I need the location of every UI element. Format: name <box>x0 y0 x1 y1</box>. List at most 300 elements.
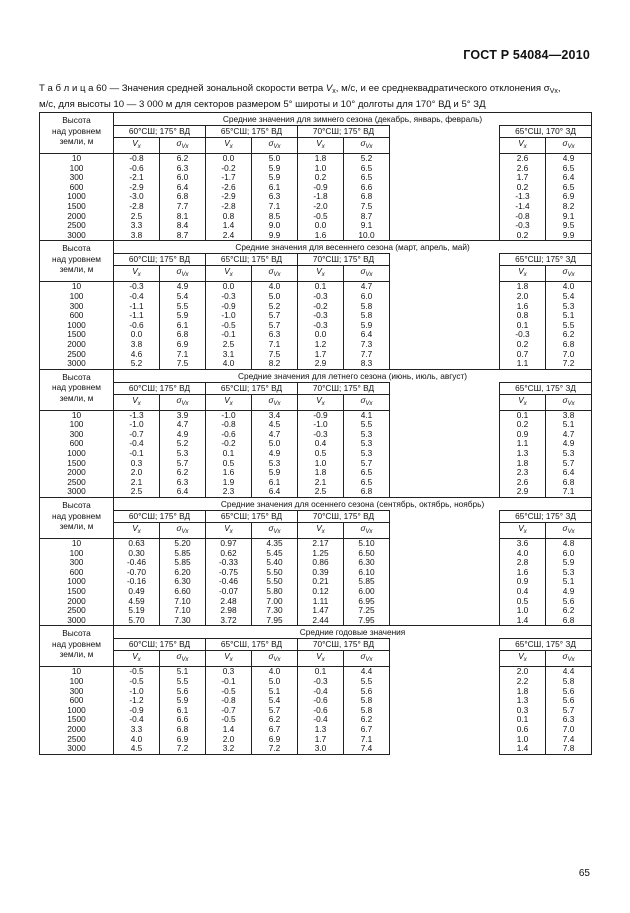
speed-cell: 2.2 <box>500 677 546 687</box>
symbol-v <box>500 523 546 539</box>
speed-cell: 0.1 <box>206 449 252 459</box>
deviation-cell: 5.6 <box>546 696 592 706</box>
speed-cell: 5.70 <box>114 616 160 626</box>
speed-cell: -0.16 <box>114 577 160 587</box>
deviation-cell: 4.9 <box>546 154 592 164</box>
deviation-cell: 7.7 <box>160 202 206 212</box>
speed-cell: 0.1 <box>500 715 546 725</box>
deviation-cell: 8.7 <box>344 212 390 222</box>
deviation-cell: 4.9 <box>546 439 592 449</box>
height-cell: 100 <box>40 292 114 302</box>
speed-cell: 0.0 <box>298 221 344 231</box>
table-row <box>40 558 592 568</box>
deviation-cell: 7.1 <box>252 340 298 350</box>
height-cell: 1500 <box>40 715 114 725</box>
group-header: 60°СШ; 175° ВД <box>114 382 206 394</box>
symbol-v <box>298 138 344 154</box>
deviation-cell: 8.2 <box>252 359 298 369</box>
deviation-cell: 6.5 <box>546 164 592 174</box>
deviation-cell: 5.0 <box>252 439 298 449</box>
deviation-cell: 5.7 <box>160 459 206 469</box>
table-row <box>40 616 592 626</box>
deviation-cell: 5.3 <box>344 439 390 449</box>
deviation-cell: 6.9 <box>546 192 592 202</box>
deviation-cell: 8.7 <box>160 231 206 241</box>
deviation-cell: 3.4 <box>252 410 298 420</box>
speed-cell: 0.4 <box>298 439 344 449</box>
speed-cell: 0.0 <box>206 154 252 164</box>
speed-cell: -0.1 <box>206 677 252 687</box>
speed-cell: -0.1 <box>206 330 252 340</box>
speed-cell: 3.2 <box>206 744 252 754</box>
height-cell: 1000 <box>40 192 114 202</box>
deviation-cell: 5.3 <box>252 459 298 469</box>
speed-cell: -0.9 <box>114 706 160 716</box>
deviation-cell: 4.9 <box>160 282 206 292</box>
deviation-cell: 7.10 <box>160 597 206 607</box>
speed-cell: 3.8 <box>114 231 160 241</box>
wind-speed-table-wrap <box>39 112 591 755</box>
deviation-cell: 5.7 <box>252 706 298 716</box>
speed-cell: 1.3 <box>298 725 344 735</box>
table-row <box>40 302 592 312</box>
height-cell: 100 <box>40 549 114 559</box>
speed-cell: -0.4 <box>114 715 160 725</box>
speed-cell: 0.86 <box>298 558 344 568</box>
table-row <box>40 173 592 183</box>
deviation-cell: 6.9 <box>252 735 298 745</box>
speed-cell: 4.0 <box>114 735 160 745</box>
speed-cell: 1.7 <box>500 173 546 183</box>
height-header-line: Высота <box>62 115 91 125</box>
symbol-subscript: Vx <box>567 272 575 279</box>
symbol-subscript: Vx <box>181 529 189 536</box>
symbol-v <box>114 138 160 154</box>
deviation-cell: 6.4 <box>160 487 206 497</box>
table-row <box>40 549 592 559</box>
table-row <box>40 478 592 488</box>
speed-cell: 2.5 <box>114 487 160 497</box>
symbol-subscript: Vx <box>365 144 373 150</box>
table-row <box>40 606 592 616</box>
speed-cell: 2.5 <box>298 487 344 497</box>
symbol-sigma-letter: σ <box>562 266 568 277</box>
caption-vx-sub: x <box>332 88 336 95</box>
height-cell: 2000 <box>40 340 114 350</box>
deviation-cell: 4.4 <box>344 667 390 677</box>
deviation-cell: 6.3 <box>546 715 592 725</box>
deviation-cell: 6.3 <box>252 330 298 340</box>
symbol-v <box>500 266 546 282</box>
speed-cell: -0.5 <box>206 715 252 725</box>
deviation-cell: 7.0 <box>546 725 592 735</box>
section-title: Средние значения для осеннего сезона (сентябрь, октябрь, ноябрь) <box>114 498 592 511</box>
deviation-cell: 8.4 <box>160 221 206 231</box>
speed-cell: 4.0 <box>500 549 546 559</box>
caption-sigma: σ <box>543 83 550 94</box>
speed-cell: -2.0 <box>298 202 344 212</box>
deviation-cell: 6.5 <box>344 478 390 488</box>
group-header-row <box>40 254 592 266</box>
symbol-subscript: x <box>137 657 141 664</box>
table-row <box>40 183 592 193</box>
speed-cell: 1.2 <box>298 340 344 350</box>
speed-cell: 0.7 <box>500 350 546 360</box>
height-cell: 3000 <box>40 616 114 626</box>
deviation-cell: 3.8 <box>546 410 592 420</box>
group-header: 65°СШ; 175° ВД <box>206 254 298 266</box>
speed-cell: 2.3 <box>206 487 252 497</box>
height-cell: 600 <box>40 311 114 321</box>
deviation-cell: 7.30 <box>160 616 206 626</box>
deviation-cell: 5.4 <box>546 292 592 302</box>
group-header: 65°СШ; 175° ЗД <box>500 511 592 523</box>
height-cell: 10 <box>40 539 114 549</box>
section-title-row <box>40 113 592 126</box>
height-cell: 10 <box>40 282 114 292</box>
height-header-line: над уровнем <box>52 510 101 521</box>
symbol-v-letter: V <box>132 266 138 277</box>
gap-column <box>390 511 500 626</box>
group-header: 70°СШ; 175° ВД <box>298 382 390 394</box>
height-cell: 600 <box>40 439 114 449</box>
height-cell: 300 <box>40 558 114 568</box>
speed-cell: 1.0 <box>500 735 546 745</box>
speed-cell: 4.59 <box>114 597 160 607</box>
speed-cell: 2.6 <box>500 478 546 488</box>
speed-cell: 1.25 <box>298 549 344 559</box>
height-cell: 2500 <box>40 350 114 360</box>
table-row <box>40 597 592 607</box>
caption-vx: V <box>325 83 333 94</box>
speed-cell: 0.0 <box>298 330 344 340</box>
speed-cell: 0.21 <box>298 577 344 587</box>
deviation-cell: 5.1 <box>160 667 206 677</box>
speed-cell: -1.4 <box>500 202 546 212</box>
speed-cell: 3.8 <box>114 340 160 350</box>
symbol-sigma <box>344 651 390 667</box>
symbol-subscript: x <box>321 272 325 279</box>
speed-cell: 0.1 <box>500 410 546 420</box>
symbol-sigma-letter: σ <box>360 394 366 405</box>
symbol-sigma-letter: σ <box>176 138 182 148</box>
height-cell: 1000 <box>40 577 114 587</box>
height-header-line: Высота <box>62 371 91 382</box>
symbol-subscript: x <box>321 529 325 536</box>
speed-cell: 3.0 <box>298 744 344 754</box>
speed-cell: 2.0 <box>500 667 546 677</box>
speed-cell: -0.46 <box>114 558 160 568</box>
deviation-cell: 5.3 <box>160 449 206 459</box>
caption-sigma-sub: Vx <box>549 88 558 95</box>
deviation-cell: 5.50 <box>252 577 298 587</box>
symbol-subscript: x <box>229 400 233 407</box>
symbol-v <box>500 394 546 410</box>
symbol-sigma <box>344 138 390 154</box>
symbol-v-letter: V <box>132 138 138 148</box>
speed-cell: 0.5 <box>500 597 546 607</box>
height-header-line: земли, м <box>59 521 94 532</box>
deviation-cell: 6.4 <box>546 468 592 478</box>
speed-cell: -0.75 <box>206 568 252 578</box>
caption-mid: , м/с, и ее среднеквадратического отклонения <box>335 83 544 94</box>
speed-cell: 2.6 <box>500 164 546 174</box>
speed-cell: -0.1 <box>114 449 160 459</box>
speed-cell: 0.0 <box>206 282 252 292</box>
speed-cell: 1.6 <box>500 568 546 578</box>
speed-cell: -0.7 <box>114 430 160 440</box>
symbol-v-letter: V <box>132 523 138 534</box>
symbol-subscript: x <box>229 272 233 279</box>
deviation-cell: 5.9 <box>546 558 592 568</box>
height-cell: 2500 <box>40 606 114 616</box>
group-header: 65°СШ; 175° ВД <box>206 511 298 523</box>
table-row <box>40 439 592 449</box>
group-header: 65°СШ, 170° ЗД <box>500 126 592 138</box>
speed-cell: 0.5 <box>298 449 344 459</box>
deviation-cell: 5.2 <box>160 439 206 449</box>
deviation-cell: 5.45 <box>252 549 298 559</box>
speed-cell: 0.62 <box>206 549 252 559</box>
symbol-row <box>40 651 592 667</box>
symbol-v <box>298 651 344 667</box>
speed-cell: -0.5 <box>206 321 252 331</box>
deviation-cell: 7.95 <box>252 616 298 626</box>
symbol-subscript: x <box>321 657 325 664</box>
symbol-subscript: x <box>229 144 233 150</box>
deviation-cell: 5.9 <box>160 696 206 706</box>
symbol-sigma-letter: σ <box>268 394 274 405</box>
deviation-cell: 9.5 <box>546 221 592 231</box>
deviation-cell: 5.5 <box>344 677 390 687</box>
deviation-cell: 6.8 <box>160 725 206 735</box>
deviation-cell: 5.5 <box>160 302 206 312</box>
speed-cell: 3.3 <box>114 221 160 231</box>
group-header: 60°СШ; 175° ВД <box>114 254 206 266</box>
deviation-cell: 6.1 <box>252 478 298 488</box>
deviation-cell: 7.0 <box>546 350 592 360</box>
symbol-v <box>206 266 252 282</box>
height-cell: 1500 <box>40 202 114 212</box>
symbol-sigma-letter: σ <box>360 523 366 534</box>
speed-cell: 2.4 <box>206 231 252 241</box>
height-cell: 1500 <box>40 587 114 597</box>
speed-cell: -0.8 <box>206 696 252 706</box>
speed-cell: 2.0 <box>114 468 160 478</box>
height-cell: 2500 <box>40 478 114 488</box>
height-header-line: земли, м <box>59 264 94 275</box>
table-row <box>40 667 592 677</box>
symbol-v-letter: V <box>224 523 230 534</box>
height-cell: 100 <box>40 164 114 174</box>
height-cell: 3000 <box>40 231 114 241</box>
deviation-cell: 6.2 <box>252 715 298 725</box>
deviation-cell: 5.3 <box>546 449 592 459</box>
height-header-cell <box>40 241 114 282</box>
deviation-cell: 7.10 <box>160 606 206 616</box>
deviation-cell: 6.2 <box>344 715 390 725</box>
symbol-v <box>298 394 344 410</box>
symbol-sigma-letter: σ <box>562 138 568 148</box>
height-header-cell <box>40 369 114 410</box>
speed-cell: -0.3 <box>206 292 252 302</box>
deviation-cell: 5.5 <box>344 420 390 430</box>
symbol-subscript: x <box>523 657 527 664</box>
deviation-cell: 5.10 <box>344 539 390 549</box>
deviation-cell: 6.0 <box>344 292 390 302</box>
group-header: 65°СШ, 175° ВД <box>206 639 298 651</box>
symbol-sigma <box>252 523 298 539</box>
symbol-sigma-letter: σ <box>268 266 274 277</box>
symbol-subscript: Vx <box>365 400 373 407</box>
height-cell: 600 <box>40 696 114 706</box>
deviation-cell: 6.7 <box>252 725 298 735</box>
speed-cell: -0.5 <box>114 667 160 677</box>
caption-lead: Т а б л и ц а 60 — Значения средней зональной скорости ветра <box>39 83 326 94</box>
speed-cell: 1.6 <box>500 302 546 312</box>
height-header-cell <box>40 498 114 539</box>
deviation-cell: 5.85 <box>160 558 206 568</box>
symbol-sigma <box>160 651 206 667</box>
speed-cell: 2.44 <box>298 616 344 626</box>
symbol-v-letter: V <box>518 523 524 534</box>
speed-cell: 0.63 <box>114 539 160 549</box>
speed-cell: 2.9 <box>298 359 344 369</box>
symbol-v <box>114 523 160 539</box>
symbol-sigma <box>252 138 298 154</box>
symbol-sigma-letter: σ <box>562 394 568 405</box>
height-cell: 10 <box>40 410 114 420</box>
speed-cell: -0.6 <box>114 164 160 174</box>
deviation-cell: 6.1 <box>252 183 298 193</box>
deviation-cell: 8.3 <box>344 359 390 369</box>
deviation-cell: 5.9 <box>160 311 206 321</box>
deviation-cell: 5.5 <box>546 321 592 331</box>
deviation-cell: 6.2 <box>160 154 206 164</box>
speed-cell: -1.0 <box>206 311 252 321</box>
symbol-subscript: x <box>321 400 325 407</box>
speed-cell: 1.4 <box>206 725 252 735</box>
deviation-cell: 5.2 <box>344 154 390 164</box>
symbol-v-letter: V <box>224 266 230 277</box>
symbol-v-letter: V <box>518 266 524 277</box>
speed-cell: 2.1 <box>114 478 160 488</box>
symbol-subscript: Vx <box>365 529 373 536</box>
speed-cell: 4.6 <box>114 350 160 360</box>
symbol-subscript: x <box>137 272 141 279</box>
deviation-cell: 6.8 <box>344 192 390 202</box>
speed-cell: -0.4 <box>298 687 344 697</box>
table-row <box>40 587 592 597</box>
deviation-cell: 6.8 <box>546 478 592 488</box>
deviation-cell: 5.7 <box>546 459 592 469</box>
deviation-cell: 6.4 <box>252 487 298 497</box>
speed-cell: 1.6 <box>298 231 344 241</box>
speed-cell: -0.8 <box>114 154 160 164</box>
speed-cell: 0.0 <box>114 330 160 340</box>
deviation-cell: 6.3 <box>252 192 298 202</box>
deviation-cell: 4.9 <box>160 430 206 440</box>
table-row <box>40 706 592 716</box>
speed-cell: 3.72 <box>206 616 252 626</box>
deviation-cell: 9.9 <box>252 231 298 241</box>
deviation-cell: 5.0 <box>252 677 298 687</box>
section-title-row <box>40 498 592 511</box>
symbol-row <box>40 266 592 282</box>
symbol-sigma-letter: σ <box>268 523 274 534</box>
symbol-sigma <box>546 394 592 410</box>
deviation-cell: 5.8 <box>344 311 390 321</box>
height-header-line: Высота <box>62 628 91 639</box>
speed-cell: 0.9 <box>500 430 546 440</box>
gap-column <box>390 382 500 497</box>
deviation-cell: 6.9 <box>160 340 206 350</box>
symbol-subscript: Vx <box>273 272 281 279</box>
symbol-sigma <box>160 266 206 282</box>
speed-cell: 1.7 <box>298 735 344 745</box>
symbol-subscript: Vx <box>273 144 281 150</box>
deviation-cell: 7.1 <box>252 202 298 212</box>
deviation-cell: 5.20 <box>160 539 206 549</box>
speed-cell: 3.1 <box>206 350 252 360</box>
deviation-cell: 5.40 <box>252 558 298 568</box>
deviation-cell: 6.3 <box>160 164 206 174</box>
deviation-cell: 4.9 <box>252 449 298 459</box>
deviation-cell: 5.3 <box>344 430 390 440</box>
deviation-cell: 4.7 <box>160 420 206 430</box>
section-title: Средние годовые значения <box>114 626 592 639</box>
symbol-v <box>206 523 252 539</box>
height-header-cell <box>40 113 114 154</box>
symbol-sigma-letter: σ <box>176 266 182 277</box>
speed-cell: 1.1 <box>500 439 546 449</box>
deviation-cell: 7.1 <box>160 350 206 360</box>
deviation-cell: 5.1 <box>546 577 592 587</box>
deviation-cell: 8.5 <box>252 212 298 222</box>
height-header-cell <box>40 626 114 667</box>
speed-cell: 1.47 <box>298 606 344 616</box>
height-header-line: земли, м <box>59 392 94 403</box>
deviation-cell: 7.3 <box>344 340 390 350</box>
deviation-cell: 6.30 <box>344 558 390 568</box>
speed-cell: -0.70 <box>114 568 160 578</box>
symbol-subscript: x <box>137 400 141 407</box>
speed-cell: -0.4 <box>298 715 344 725</box>
wind-speed-table <box>39 112 592 755</box>
speed-cell: -0.9 <box>298 183 344 193</box>
height-cell: 3000 <box>40 744 114 754</box>
speed-cell: 1.3 <box>500 696 546 706</box>
symbol-row <box>40 523 592 539</box>
speed-cell: -0.5 <box>206 687 252 697</box>
symbol-v <box>206 651 252 667</box>
symbol-subscript: Vx <box>273 400 281 407</box>
table-row <box>40 164 592 174</box>
height-cell: 300 <box>40 302 114 312</box>
speed-cell: 4.5 <box>114 744 160 754</box>
height-cell: 3000 <box>40 359 114 369</box>
speed-cell: 1.3 <box>500 449 546 459</box>
symbol-subscript: Vx <box>567 657 575 664</box>
deviation-cell: 6.4 <box>546 173 592 183</box>
deviation-cell: 5.0 <box>252 154 298 164</box>
speed-cell: 0.3 <box>206 667 252 677</box>
table-row <box>40 568 592 578</box>
deviation-cell: 5.1 <box>252 687 298 697</box>
deviation-cell: 6.2 <box>160 468 206 478</box>
table-row <box>40 687 592 697</box>
height-cell: 2000 <box>40 597 114 607</box>
